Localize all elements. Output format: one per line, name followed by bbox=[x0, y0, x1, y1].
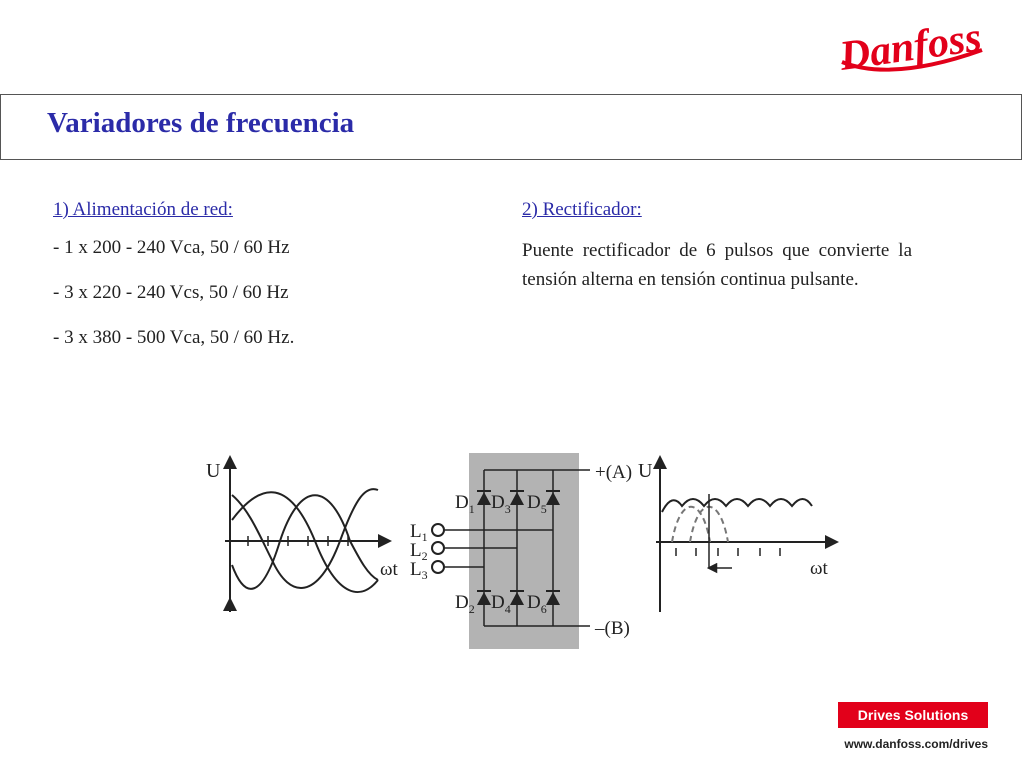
diode-label-d6: $D_6$ bbox=[527, 592, 547, 616]
diode-label-d3: $D_3$ bbox=[491, 492, 511, 516]
diode-label-d5: $D_5$ bbox=[527, 492, 547, 516]
rectifier-description: Puente rectificador de 6 pulsos que convierte la tensión alterna en tensión continua pulsante. bbox=[522, 240, 912, 290]
input-waveform bbox=[206, 460, 399, 612]
power-supply-heading: 1) Alimentación de red: bbox=[53, 199, 233, 220]
input-x-label: ωt bbox=[380, 559, 398, 580]
rectifier-diagram bbox=[0, 440, 1024, 660]
diode-label-d1: $D_1$ bbox=[455, 492, 475, 516]
danfoss-logo bbox=[832, 12, 992, 82]
output-y-label: U bbox=[638, 460, 653, 482]
phase-label-l1: $L_1$ bbox=[410, 521, 428, 544]
rectifier-section bbox=[522, 198, 912, 294]
svg-text:Danfoss: Danfoss bbox=[836, 14, 985, 80]
bridge-background bbox=[469, 453, 579, 649]
footer-url: www.danfoss.com/drives bbox=[844, 737, 988, 751]
input-y-label: U bbox=[206, 460, 221, 482]
rectifier-bridge bbox=[410, 453, 632, 649]
page-title: Variadores de frecuencia bbox=[47, 107, 355, 139]
rectifier-heading: 2) Rectificador: bbox=[522, 199, 642, 220]
phase-label-l2: $L_2$ bbox=[410, 540, 428, 563]
phase-wave bbox=[232, 489, 378, 588]
phase-wave bbox=[232, 495, 378, 589]
title-bar bbox=[0, 94, 1022, 160]
plus-terminal-label: +(A) bbox=[595, 462, 633, 483]
phase-label-l3: $L_3$ bbox=[410, 559, 428, 582]
drives-solutions-badge: Drives Solutions bbox=[838, 702, 988, 728]
output-waveform bbox=[638, 460, 832, 612]
diode-label-d2: $D_2$ bbox=[455, 592, 475, 616]
minus-terminal-label: –(B) bbox=[595, 618, 630, 639]
power-supply-item: - 3 x 380 - 500 Vca, 50 / 60 Hz. bbox=[53, 327, 295, 348]
power-supply-item: - 1 x 200 - 240 Vca, 50 / 60 Hz bbox=[53, 237, 290, 258]
power-supply-item: - 3 x 220 - 240 Vcs, 50 / 60 Hz bbox=[53, 282, 289, 303]
diode-label-d4: $D_4$ bbox=[491, 592, 511, 616]
power-supply-section bbox=[53, 198, 433, 371]
output-x-label: ωt bbox=[810, 558, 828, 579]
phase-wave bbox=[232, 492, 378, 592]
